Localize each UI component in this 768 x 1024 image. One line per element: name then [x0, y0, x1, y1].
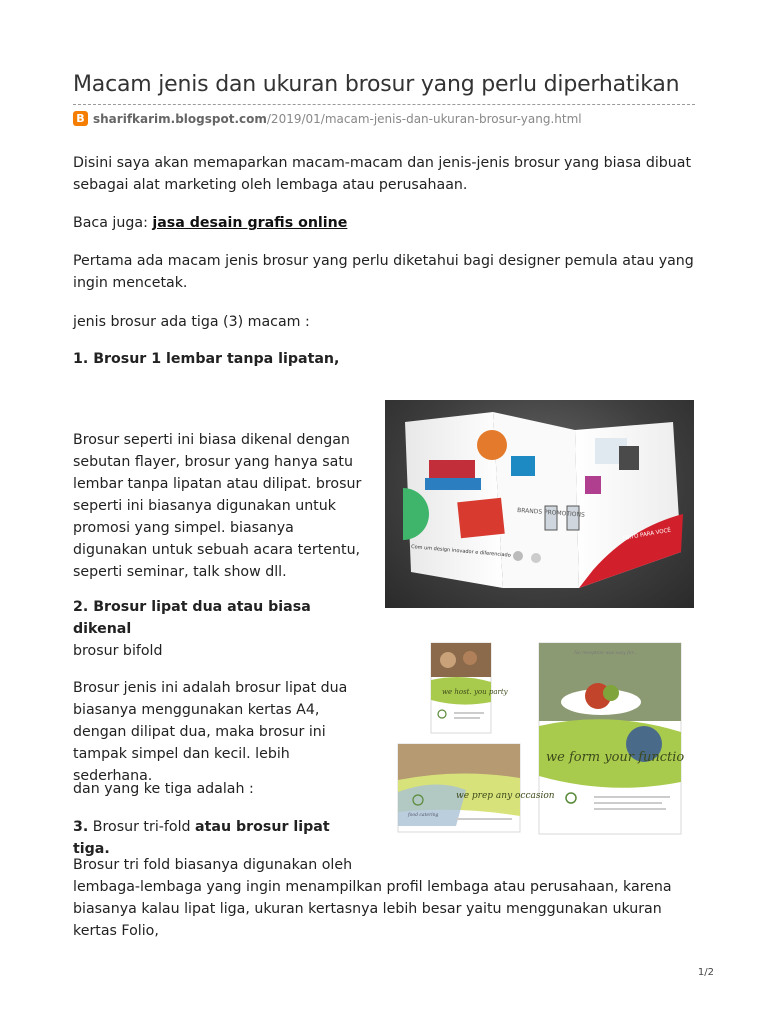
- read-also-link[interactable]: jasa desain grafis online: [152, 215, 348, 231]
- portrait-flyer-slogan: we form your function: [546, 750, 684, 765]
- catering-flyers-image: [396, 640, 684, 836]
- blogger-icon: B: [73, 111, 88, 126]
- portrait-flyer: [539, 643, 684, 834]
- small-flyer: [431, 643, 509, 733]
- heading-bifold: [73, 596, 368, 662]
- heading-trifold-mid: Brosur tri-fold: [88, 819, 196, 835]
- title-divider: [73, 104, 695, 105]
- trifold-red-panel-text: FEITO PARA VOCÊ: [622, 527, 672, 542]
- page-number: 1/2: [697, 967, 714, 978]
- intro-paragraph: Disini saya akan memaparkan macam-macam dan jenis-jenis brosur yang biasa dibuat sebagai alat marketing oleh lembaga atau perusahaan.: [73, 155, 692, 193]
- article-title: Macam jenis dan ukuran brosur yang perlu diperhatikan: [73, 72, 680, 97]
- third-intro-line: dan yang ke tiga adalah :: [73, 781, 254, 797]
- portrait-flyer-quote: No reception was easy for...: [574, 651, 638, 656]
- heading-flyer-text: 1. Brosur 1 lembar tanpa lipatan,: [73, 351, 340, 367]
- trifold-paragraph-rest: lembaga-lembaga yang ingin menampilkan profil lembaga atau perusahaan, karena biasanya kalau lipat liga, ukuran kertasnya lebih besar yaitu menggunakan ukuran kertas Folio,: [73, 879, 672, 939]
- heading-bifold-bold: 2. Brosur lipat dua atau biasa dikenal: [73, 599, 311, 637]
- brochure-types-line: jenis brosur ada tiga (3) macam :: [73, 314, 310, 330]
- read-also-line: [73, 212, 703, 234]
- flyer-paragraph: Brosur seperti ini biasa dikenal dengan sebutan flayer, brosur yang hanya satu lembar tanpa lipatan atau dilipat. brosur seperti ini biasanya digunakan untuk promosi yang simpel. biasanya digunakan untuk sebuah acara tertentu, seperti seminar, talk show dll.: [73, 432, 362, 580]
- read-also-prefix: Baca juga:: [73, 215, 153, 231]
- first-paragraph: Pertama ada macam jenis brosur yang perlu diketahui bagi designer pemula atau yang ingin mencetak.: [73, 253, 694, 291]
- landscape-flyer: [398, 744, 555, 832]
- source-path[interactable]: /2019/01/macam-jenis-dan-ukuran-brosur-yang.html: [266, 111, 582, 126]
- landscape-flyer-slogan: we prep any occasion: [456, 791, 555, 801]
- small-flyer-slogan: we host. you party: [442, 688, 508, 696]
- trifold-paragraph-first: Brosur tri fold biasanya digunakan oleh: [73, 857, 353, 873]
- source-line[interactable]: [73, 111, 582, 126]
- heading-trifold-bold: atau brosur lipat tiga.: [73, 819, 330, 857]
- heading-trifold-num: 3.: [73, 819, 89, 835]
- landscape-flyer-brand: food catering: [408, 813, 439, 818]
- catering-illustration: [396, 640, 684, 836]
- trifold-illustration: [385, 400, 694, 608]
- trifold-paragraph: [73, 854, 703, 942]
- heading-flyer: [73, 348, 703, 370]
- heading-bifold-rest: brosur bifold: [73, 643, 163, 659]
- bifold-paragraph: Brosur jenis ini adalah brosur lipat dua biasanya menggunakan kertas A4, dengan dilipat dua, maka brosur ini tampak simpel dan kecil. lebih sederhana.: [73, 680, 348, 784]
- trifold-heading: BRANDS PROMOTIONS: [516, 507, 586, 519]
- trifold-brochure-image: [385, 400, 694, 608]
- trifold-tagline: Com um design inovador e diferenciado: [410, 544, 511, 559]
- source-domain[interactable]: sharifkarim.blogspot.com: [93, 111, 267, 126]
